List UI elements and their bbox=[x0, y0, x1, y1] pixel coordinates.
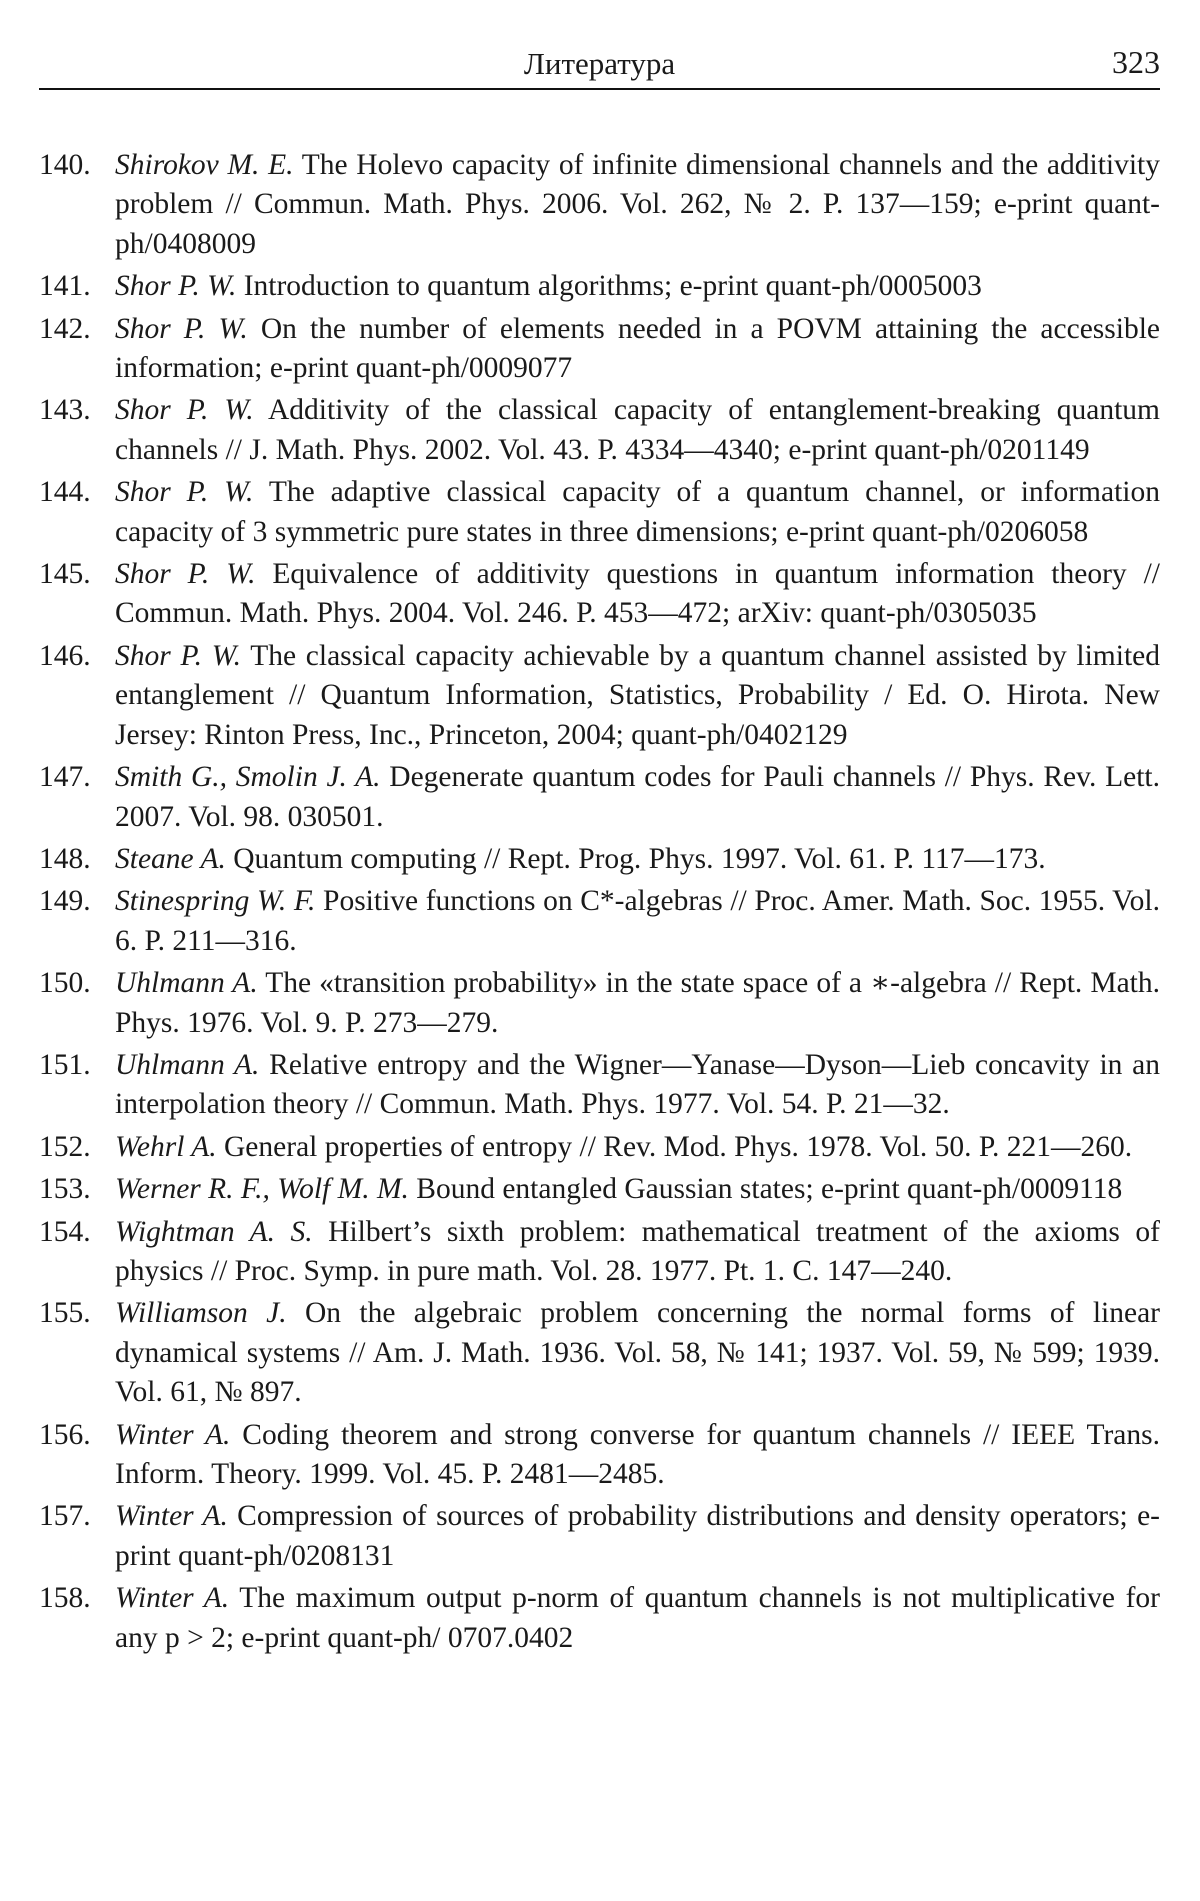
reference-authors: Shor P. W. bbox=[115, 558, 255, 590]
reference-number: 155. bbox=[39, 1294, 91, 1333]
reference-number: 140. bbox=[39, 146, 91, 185]
reference-authors: Shor P. W. bbox=[115, 476, 253, 508]
reference-number: 158. bbox=[39, 1579, 91, 1618]
reference-text: The «transition probability» in the state space of a ∗-algebra // Rept. Math. Phys. 1976. Vol. 9. P. 273—279. bbox=[115, 967, 1160, 1038]
reference-authors: Shor P. W. bbox=[115, 313, 248, 345]
reference-authors: Winter A. bbox=[115, 1500, 228, 1532]
reference-text: The Holevo capacity of infinite dimensional channels and the additivity problem // Commun. Math. Phys. 2006. Vol. 262, № 2. P. 137—159; e-print quant-ph/0408009 bbox=[115, 149, 1160, 260]
reference-item bbox=[39, 882, 1160, 961]
reference-item bbox=[39, 1128, 1160, 1167]
reference-item bbox=[39, 1579, 1160, 1658]
reference-text: Hilbert’s sixth problem: mathematical treatment of the axioms of physics // Proc. Symp. in pure math. Vol. 28. 1977. Pt. 1. C. 147—240. bbox=[115, 1216, 1160, 1287]
reference-authors: Winter A. bbox=[115, 1582, 229, 1614]
reference-item bbox=[39, 146, 1160, 264]
reference-item bbox=[39, 267, 1160, 306]
reference-number: 154. bbox=[39, 1213, 91, 1252]
reference-item bbox=[39, 473, 1160, 552]
document-page bbox=[0, 0, 1200, 1901]
reference-number: 156. bbox=[39, 1416, 91, 1455]
reference-item bbox=[39, 840, 1160, 879]
reference-authors: Steane A. bbox=[115, 843, 226, 875]
reference-text: Bound entangled Gaussian states; e-print quant-ph/0009118 bbox=[409, 1173, 1122, 1205]
reference-number: 148. bbox=[39, 840, 91, 879]
reference-text: Compression of sources of probability distributions and density operators; e-print quant-ph/0208131 bbox=[115, 1500, 1160, 1571]
reference-item bbox=[39, 1046, 1160, 1125]
reference-text: Additivity of the classical capacity of entanglement-breaking quantum channels // J. Math. Phys. 2002. Vol. 43. P. 4334—4340; e-print quant-ph/0201149 bbox=[115, 394, 1160, 465]
reference-item bbox=[39, 758, 1160, 837]
reference-item bbox=[39, 555, 1160, 634]
reference-authors: Winter A. bbox=[115, 1419, 230, 1451]
reference-item bbox=[39, 1170, 1160, 1209]
reference-number: 147. bbox=[39, 758, 91, 797]
reference-number: 151. bbox=[39, 1046, 91, 1085]
reference-text: Relative entropy and the Wigner—Yanase—Dyson—Lieb concavity in an interpolation theory // Commun. Math. Phys. 1977. Vol. 54. P. 21—32. bbox=[115, 1049, 1160, 1120]
reference-authors: Smith G., Smolin J. A. bbox=[115, 761, 381, 793]
reference-number: 153. bbox=[39, 1170, 91, 1209]
reference-item bbox=[39, 310, 1160, 389]
reference-authors: Shirokov M. E. bbox=[115, 149, 294, 181]
reference-number: 150. bbox=[39, 964, 91, 1003]
reference-text: Positive functions on C*-algebras // Proc. Amer. Math. Soc. 1955. Vol. 6. P. 211—316. bbox=[115, 885, 1160, 956]
reference-text: The classical capacity achievable by a quantum channel assisted by limited entanglement // Quantum Information, Statistics, Probability / Ed. O. Hirota. New Jersey: Rinton Press, Inc., Princeton, 2004; quant-ph/0402129 bbox=[115, 640, 1160, 751]
reference-text: On the number of elements needed in a POVM attaining the accessible information; e-print quant-ph/0009077 bbox=[115, 313, 1160, 384]
reference-number: 149. bbox=[39, 882, 91, 921]
reference-authors: Shor P. W. bbox=[115, 270, 236, 302]
reference-item bbox=[39, 1497, 1160, 1576]
reference-text: On the algebraic problem concerning the normal forms of linear dynamical systems // Am. J. Math. 1936. Vol. 58, № 141; 1937. Vol. 59, № 599; 1939. Vol. 61, № 897. bbox=[115, 1297, 1160, 1408]
reference-authors: Williamson J. bbox=[115, 1297, 287, 1329]
reference-authors: Shor P. W. bbox=[115, 640, 241, 672]
reference-list bbox=[39, 146, 1160, 1661]
reference-authors: Uhlmann A. bbox=[115, 967, 258, 999]
reference-text: Coding theorem and strong converse for quantum channels // IEEE Trans. Inform. Theory. 1999. Vol. 45. P. 2481—2485. bbox=[115, 1419, 1160, 1490]
reference-text: Equivalence of additivity questions in quantum information theory // Commun. Math. Phys. 2004. Vol. 246. P. 453—472; arXiv: quant-ph/0305035 bbox=[115, 558, 1160, 629]
reference-text: Quantum computing // Rept. Prog. Phys. 1997. Vol. 61. P. 117—173. bbox=[226, 843, 1046, 875]
reference-authors: Wightman A. S. bbox=[115, 1216, 313, 1248]
reference-authors: Werner R. F., Wolf M. M. bbox=[115, 1173, 409, 1205]
reference-text: The adaptive classical capacity of a quantum channel, or information capacity of 3 symmetric pure states in three dimensions; e-print quant-ph/0206058 bbox=[115, 476, 1160, 547]
reference-item bbox=[39, 964, 1160, 1043]
reference-authors: Stinespring W. F. bbox=[115, 885, 315, 917]
reference-authors: Shor P. W. bbox=[115, 394, 254, 426]
reference-text: Degenerate quantum codes for Pauli channels // Phys. Rev. Lett. 2007. Vol. 98. 030501. bbox=[115, 761, 1160, 832]
reference-text: The maximum output p-norm of quantum channels is not multiplicative for any p > 2; e-print quant-ph/ 0707.0402 bbox=[115, 1582, 1160, 1653]
reference-text: General properties of entropy // Rev. Mod. Phys. 1978. Vol. 50. P. 221—260. bbox=[217, 1131, 1133, 1163]
header-title: Литература bbox=[39, 46, 1160, 82]
reference-number: 143. bbox=[39, 391, 91, 430]
reference-authors: Uhlmann A. bbox=[115, 1049, 259, 1081]
reference-item bbox=[39, 1213, 1160, 1292]
reference-number: 157. bbox=[39, 1497, 91, 1536]
reference-text: Introduction to quantum algorithms; e-print quant-ph/0005003 bbox=[236, 270, 982, 302]
reference-number: 141. bbox=[39, 267, 91, 306]
reference-number: 146. bbox=[39, 637, 91, 676]
reference-number: 152. bbox=[39, 1128, 91, 1167]
page-number: 323 bbox=[1112, 44, 1160, 81]
reference-authors: Wehrl A. bbox=[115, 1131, 217, 1163]
reference-item bbox=[39, 391, 1160, 470]
reference-item bbox=[39, 1294, 1160, 1412]
reference-number: 145. bbox=[39, 555, 91, 594]
reference-item bbox=[39, 1416, 1160, 1495]
reference-number: 144. bbox=[39, 473, 91, 512]
reference-number: 142. bbox=[39, 310, 91, 349]
running-header bbox=[39, 38, 1160, 90]
reference-item bbox=[39, 637, 1160, 755]
